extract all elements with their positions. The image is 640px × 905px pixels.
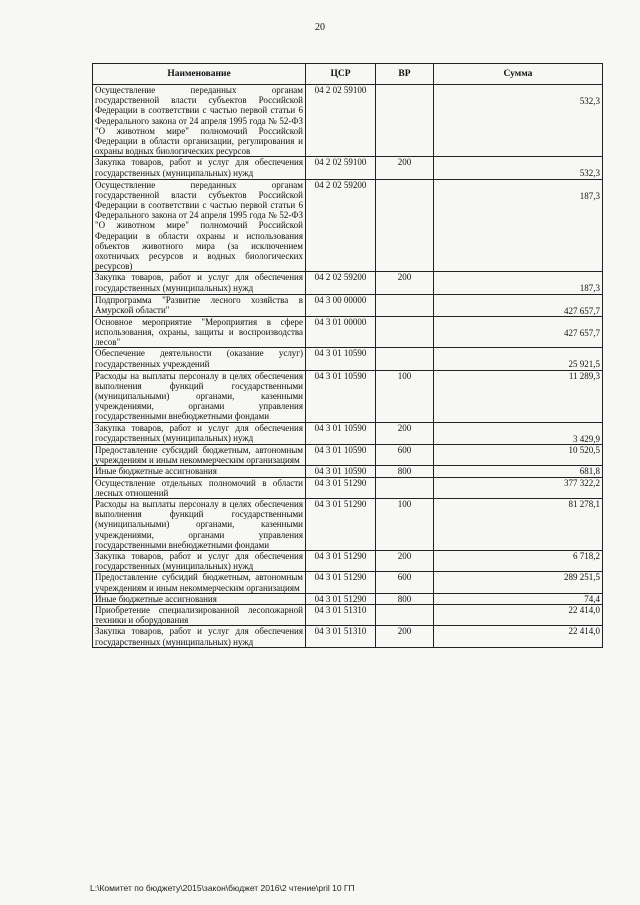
- row-name: Закупка товаров, работ и услуг для обеспечения государственных (муниципальных) нужд: [93, 157, 306, 179]
- row-name: Закупка товаров, работ и услуг для обеспечения государственных (муниципальных) нужд: [93, 422, 306, 444]
- row-csr: 04 3 01 10590: [306, 370, 376, 422]
- table-row: [93, 179, 603, 272]
- row-csr: 04 2 02 59200: [306, 179, 376, 272]
- row-vr: [376, 604, 434, 625]
- row-csr: 04 2 02 59100: [306, 157, 376, 179]
- row-csr: 04 3 00 00000: [306, 294, 376, 316]
- row-csr: 04 3 01 51290: [306, 550, 376, 571]
- row-name: Иные бюджетные ассигнования: [93, 466, 306, 477]
- row-vr: 200: [376, 422, 434, 444]
- row-name: Предоставление субсидий бюджетным, автономным учреждениям и иным некоммерческим организациям: [93, 444, 306, 465]
- row-sum: 427 657,7: [434, 316, 603, 348]
- table-row: [93, 593, 603, 604]
- row-sum: 22 414,0: [434, 626, 603, 647]
- header-vr: ВР: [376, 64, 434, 85]
- row-sum: 532,3: [434, 85, 603, 157]
- budget-table: [92, 63, 603, 648]
- row-sum: 427 657,7: [434, 294, 603, 316]
- table-row: [93, 550, 603, 571]
- row-sum: 81 278,1: [434, 498, 603, 550]
- table-row: [93, 370, 603, 422]
- row-csr: 04 3 01 51290: [306, 593, 376, 604]
- table-row: [93, 466, 603, 477]
- row-name: Расходы на выплаты персоналу в целях обеспечения выполнения функций государственными (муниципальными) органами, казенными учреждениями, органами управления государственными внебюджетными фондами: [93, 370, 306, 422]
- row-name: Закупка товаров, работ и услуг для обеспечения государственных (муниципальных) нужд: [93, 272, 306, 294]
- row-vr: [376, 348, 434, 370]
- row-name: Осуществление переданных органам государственной власти субъектов Российской Федерации в соответствии с частью первой статьи 6 Федерального закона от 24 апреля 1995 года № 52-ФЗ "О животном мире" полномочий Российской Федерации в области организации, регулирования и охраны водных биологических ресурсов: [93, 85, 306, 157]
- row-vr: 200: [376, 550, 434, 571]
- table-header-row: [93, 64, 603, 85]
- row-csr: 04 3 01 10590: [306, 444, 376, 465]
- row-sum: 10 520,5: [434, 444, 603, 465]
- row-sum: 377 322,2: [434, 477, 603, 498]
- row-csr: 04 2 02 59200: [306, 272, 376, 294]
- table-row: [93, 316, 603, 348]
- row-csr: 04 3 01 51290: [306, 477, 376, 498]
- table-row: [93, 604, 603, 625]
- table-row: [93, 626, 603, 647]
- row-name: Иные бюджетные ассигнования: [93, 593, 306, 604]
- row-vr: 800: [376, 466, 434, 477]
- row-csr: 04 3 01 51290: [306, 498, 376, 550]
- table-row: [93, 444, 603, 465]
- table-row: [93, 498, 603, 550]
- row-sum: 289 251,5: [434, 572, 603, 593]
- row-sum: 532,3: [434, 157, 603, 179]
- row-csr: 04 3 01 51290: [306, 572, 376, 593]
- row-vr: 600: [376, 444, 434, 465]
- page-number: 20: [315, 22, 325, 33]
- table-row: [93, 572, 603, 593]
- row-name: Закупка товаров, работ и услуг для обеспечения государственных (муниципальных) нужд: [93, 626, 306, 647]
- row-csr: 04 3 01 10590: [306, 348, 376, 370]
- row-sum: 187,3: [434, 179, 603, 272]
- row-csr: 04 3 01 51310: [306, 626, 376, 647]
- table-row: [93, 85, 603, 157]
- row-sum: 681,8: [434, 466, 603, 477]
- row-vr: [376, 85, 434, 157]
- header-name: Наименование: [93, 64, 306, 85]
- row-sum: 6 718,2: [434, 550, 603, 571]
- row-name: Закупка товаров, работ и услуг для обеспечения государственных (муниципальных) нужд: [93, 550, 306, 571]
- row-sum: 11 289,3: [434, 370, 603, 422]
- row-csr: 04 3 01 00000: [306, 316, 376, 348]
- row-sum: 25 921,5: [434, 348, 603, 370]
- row-name: Предоставление субсидий бюджетным, автономным учреждениям и иным некоммерческим организациям: [93, 572, 306, 593]
- table-row: [93, 422, 603, 444]
- row-csr: 04 2 02 59100: [306, 85, 376, 157]
- header-csr: ЦСР: [306, 64, 376, 85]
- row-name: Осуществление переданных органам государственной власти субъектов Российской Федерации в соответствии с частью первой статьи 6 Федерального закона от 24 апреля 1995 года № 52-ФЗ "О животном мире" полномочий Российской Федерации в области охраны и использования объектов животного мира (за исключением охотничьих ресурсов и водных биологических ресурсов): [93, 179, 306, 272]
- row-name: Приобретение специализированной лесопожарной техники и оборудования: [93, 604, 306, 625]
- file-path-footer: L:\Комитет по бюджету\2015\закон\бюджет 2016\2 чтение\pril 10 ГП: [90, 883, 355, 893]
- row-name: Расходы на выплаты персоналу в целях обеспечения выполнения функций государственными (муниципальными) органами, казенными учреждениями, органами управления государственными внебюджетными фондами: [93, 498, 306, 550]
- table-row: [93, 294, 603, 316]
- row-vr: [376, 294, 434, 316]
- row-vr: 200: [376, 626, 434, 647]
- table-row: [93, 477, 603, 498]
- row-vr: 800: [376, 593, 434, 604]
- row-csr: 04 3 01 51310: [306, 604, 376, 625]
- row-vr: 100: [376, 370, 434, 422]
- row-vr: 600: [376, 572, 434, 593]
- row-vr: 200: [376, 157, 434, 179]
- row-csr: 04 3 01 10590: [306, 466, 376, 477]
- row-name: Основное мероприятие "Мероприятия в сфере использования, охраны, защиты и воспроизводства лесов": [93, 316, 306, 348]
- row-vr: [376, 477, 434, 498]
- row-name: Обеспечение деятельности (оказание услуг) государственных учреждений: [93, 348, 306, 370]
- row-sum: 187,3: [434, 272, 603, 294]
- row-sum: 22 414,0: [434, 604, 603, 625]
- table-row: [93, 157, 603, 179]
- row-vr: 200: [376, 272, 434, 294]
- table-row: [93, 348, 603, 370]
- row-name: Подпрограмма "Развитие лесного хозяйства в Амурской области": [93, 294, 306, 316]
- table-row: [93, 272, 603, 294]
- header-sum: Сумма: [434, 64, 603, 85]
- row-vr: [376, 316, 434, 348]
- row-vr: 100: [376, 498, 434, 550]
- row-vr: [376, 179, 434, 272]
- row-sum: 74,4: [434, 593, 603, 604]
- row-name: Осуществление отдельных полномочий в области лесных отношений: [93, 477, 306, 498]
- row-sum: 3 429,9: [434, 422, 603, 444]
- row-csr: 04 3 01 10590: [306, 422, 376, 444]
